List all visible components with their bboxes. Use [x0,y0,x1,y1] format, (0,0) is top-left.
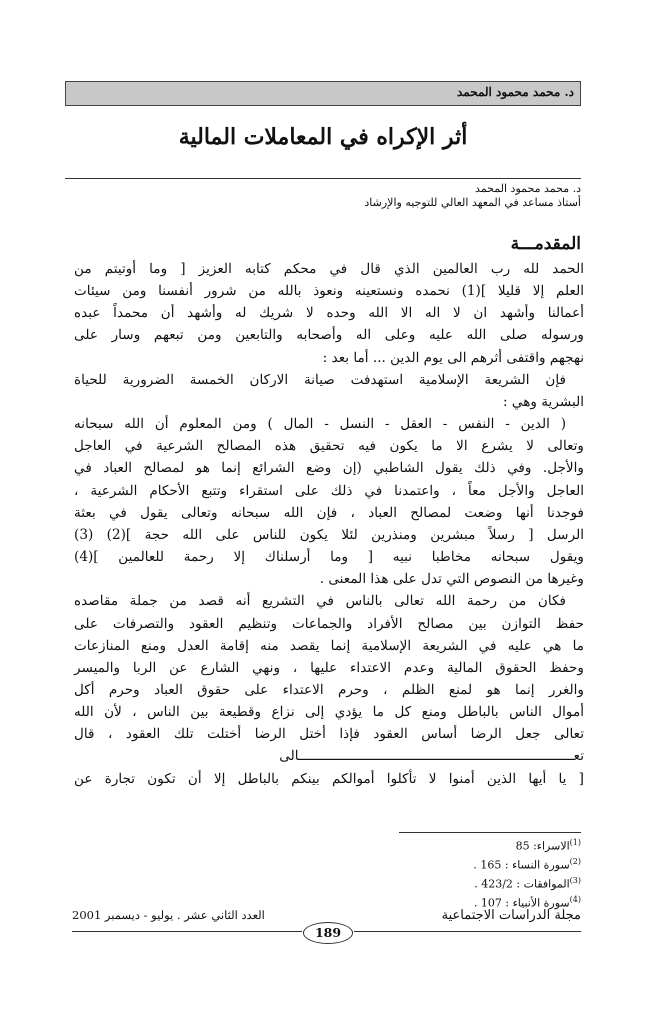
footnote-text: سورة الأنبياء : 107 . [473,897,570,911]
page-number: 189 [303,922,353,944]
body-line: وغيرها من النصوص التي تدل على هذا المعنى . [319,571,584,588]
body-line: الحمد لله رب العالمين الذي قال في محكم كتابه العزيز [ وما أوتيتم من [74,261,584,277]
body-text [74,258,584,790]
body-line: ( الدين - النفس - العقل - النسل - المال ) ومن المعلوم أن الله سبحانه [74,416,566,433]
footnote-text: سورة النساء : 165 . [473,858,570,872]
footnote-item [381,873,581,892]
footnote-text: الموافقات : 423/2 . [474,877,570,891]
footnote-number: (1) [569,838,581,847]
body-line: حفظ التوازن بين مصالح الأفراد والجماعات وتنظيم العقود والتصرفات على [74,615,584,632]
body-line: أعمالنا وأشهد ان لا اله الا الله وحده لا شريك له وأشهد أن محمداً عبده [74,305,584,322]
body-line: فإن الشريعة الإسلامية استهدفت صيانة الاركان الخمسة الضرورية للحياة [74,371,566,388]
footer-divider-right [354,931,581,932]
body-line: ويقول سبحانه مخاطبا نبيه [ وما أرسلناك إلا رحمة للعالمين ](4) [74,549,584,566]
footnote-divider [399,832,581,833]
body-line: [ يا أيها الذين أمنوا لا تأكلوا أموالكم بينكم بالباطل إلا أن تكون تجارة عن [74,770,584,787]
footnote-item [381,854,581,873]
body-line: فوجدنا أنها وضعت لمصالح العباد ، فإن الله سبحانه وتعالى يقول في بعثة [74,504,584,521]
article-title: أثر الإكراه في المعاملات المالية [178,124,468,150]
body-line: ما هي عليه في الشريعة الإسلامية إنما يقصد منه إقامة العدل ومنع المنازعات [74,637,584,654]
body-line: ورسوله صلى الله عليه وعلى اله وأصحابه والتابعين ومن تبعهم وسار على [74,327,584,344]
byline-divider [65,178,581,179]
footer-journal-name: مجلة الدراسات الاجتماعية [441,908,581,923]
body-line: العاجل والأجل معاً ، واعتمدنا في ذلك على استقراء وتتبع الأحكام الشرعية ، [74,482,584,499]
footnote-number: (4) [569,895,581,905]
body-line: فكان من رحمة الله تعالى بالناس في التشريع أنه قصد من جملة مقاصده [74,593,566,610]
byline-author: د. محمد محمود المحمد [475,182,581,195]
body-line: وحفظ الحقوق المالية وعدم الاعتداء عليها ، ونهي الشارع عن الربا والميسر [74,659,584,676]
byline-affiliation: أستاذ مساعد في المعهد العالي للتوجيه والإرشاد [364,196,581,209]
body-line: والغرر إنما هو لمنع الظلم ، وحرم الاعتداء على حقوق العباد وحرم أكل [74,681,584,698]
body-line: العلم إلا قليلا ](1) نحمده ونستعينه ونعوذ بالله من شرور أنفسنا ومن سيئات [74,283,585,300]
running-header-author: د. محمد محمود المحمد [456,85,574,99]
footer-divider-left [72,931,302,932]
footer-issue: العدد الثاني عشر . يوليو - ديسمبر 2001 [72,908,265,922]
footnotes [381,835,581,912]
body-line: نهجهم واقتفى أثرهم الى يوم الدين ... أما بعد : [322,349,584,366]
footnote-text: الاسراء: 85 [515,839,570,853]
body-line: تعالى جعل الرضا أساس العقود فإذا أختل الرضا أختلت تلك العقود ، قال [74,726,584,743]
footnote-number: (2) [569,857,581,867]
body-line: وتعالى لا يشرع الا ما يكون فيه تحقيق هذه المصالح الشرعية في العاجل [74,438,584,455]
body-line: تعـــــــــــــــــــــــــــــــــــــــــــــــــــــــــــــــــــــالى [279,748,584,765]
body-line: الرسل [ رسلاً مبشرين ومنذرين لئلا يكون للناس على الله حجة ](2) (3) [74,526,584,543]
body-line: أموال الناس بالباطل ومنع كل ما يؤدي إلى نزاع وقطيعة بين الناس ، لأن الله [74,704,584,721]
section-heading: المقدمـــة [510,234,581,254]
footnote-item [381,835,581,854]
body-line: البشرية وهي : [502,393,584,410]
body-line: والأجل. وفي ذلك يقول الشاطبي (إن وضع الشرائع إنما هو لمصالح العباد في [74,460,584,477]
footnote-number: (3) [569,876,581,886]
running-header [65,81,581,106]
